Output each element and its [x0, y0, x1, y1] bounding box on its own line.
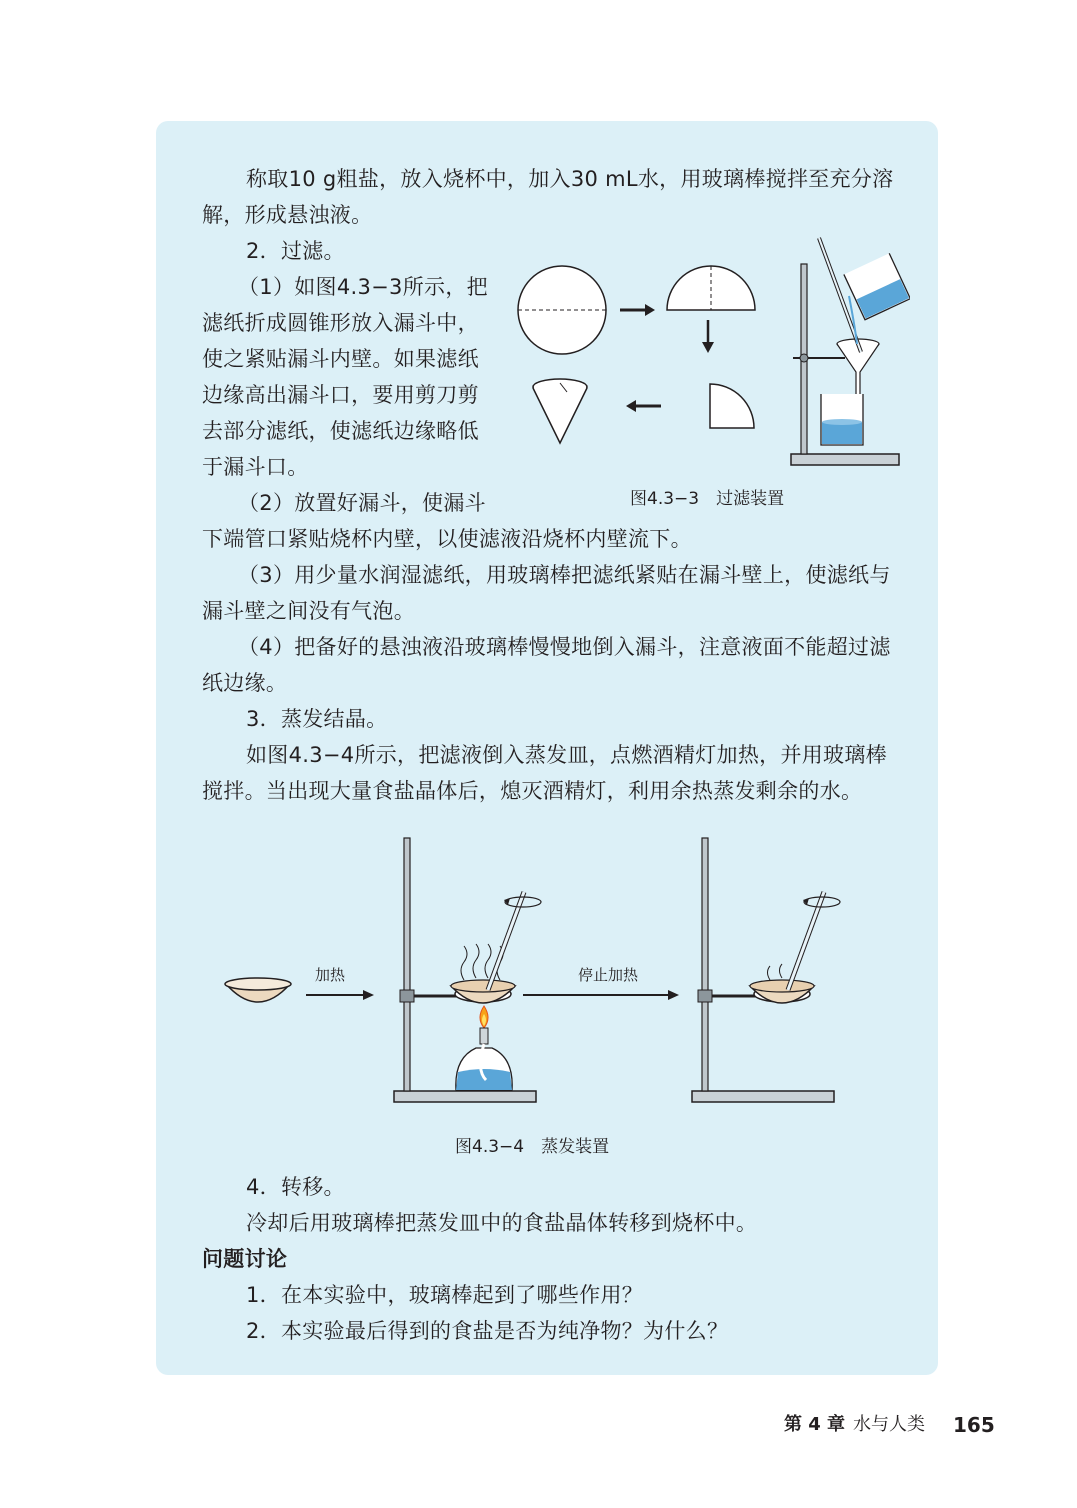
- step-3-heading: 3．蒸发结晶。: [246, 707, 388, 731]
- substep-3-line1: （3）用少量水润湿滤纸，用玻璃棒把滤纸紧贴在漏斗壁上，使滤纸与: [238, 563, 891, 587]
- figure-4-3-4-evaporation: [218, 830, 858, 1110]
- chapter-number: 第 4 章: [784, 1414, 846, 1435]
- para-transfer: 冷却后用玻璃棒把蒸发皿中的食盐晶体转移到烧杯中。: [246, 1211, 758, 1235]
- arrow-heat-icon: [306, 990, 374, 1000]
- filter-paper-quarter: [710, 384, 754, 428]
- substep-3-line2: 漏斗壁之间没有气泡。: [202, 599, 415, 623]
- figure-4-3-4-caption: 图4.3−4 蒸发装置: [455, 1137, 610, 1157]
- figure-4-3-3-caption: 图4.3−3 过滤装置: [630, 489, 785, 509]
- substep-1-line3: 使之紧贴漏斗内壁。如果滤纸: [202, 347, 479, 371]
- label-stop-heat: 停止加热: [578, 966, 639, 984]
- substep-1-line6: 于漏斗口。: [202, 455, 309, 479]
- figure-4-3-3-filtration: [505, 232, 910, 477]
- arrow-left-icon: [626, 400, 661, 412]
- discussion-title: 问题讨论: [202, 1247, 288, 1271]
- arrow-right-icon: [620, 304, 655, 316]
- substep-4-line1: （4）把备好的悬浊液沿玻璃棒慢慢地倒入漏斗，注意液面不能超过滤: [238, 635, 891, 659]
- substep-2-line2: 下端管口紧贴烧杯内壁，以使滤液沿烧杯内壁流下。: [202, 527, 692, 551]
- question-2: 2．本实验最后得到的食盐是否为纯净物？为什么？: [246, 1319, 729, 1343]
- question-1: 1．在本实验中，玻璃棒起到了哪些作用？: [246, 1283, 644, 1307]
- stand-with-burner: [394, 838, 541, 1102]
- substep-1-line4: 边缘高出漏斗口，要用剪刀剪: [202, 383, 479, 407]
- substep-1-line2: 滤纸折成圆锥形放入漏斗中，: [202, 311, 479, 335]
- para-dissolve-line2: 解，形成悬浊液。: [202, 203, 373, 227]
- stand-without-burner: [692, 838, 840, 1102]
- substep-2-line1: （2）放置好漏斗，使漏斗: [238, 491, 486, 515]
- chapter-title: 水与人类: [853, 1414, 925, 1435]
- substep-1-line5: 去部分滤纸，使滤纸边缘略低: [202, 419, 479, 443]
- substep-4-line2: 纸边缘。: [202, 671, 288, 695]
- evaporating-dish: [225, 978, 291, 1002]
- filter-paper-cone: [533, 379, 587, 443]
- para-dissolve-line1: 称取10 g粗盐，放入烧杯中，加入30 mL水，用玻璃棒搅拌至充分溶: [246, 167, 894, 191]
- substep-1-line1: （1）如图4.3−3所示，把: [238, 275, 488, 299]
- arrow-down-icon: [702, 320, 714, 353]
- label-heat: 加热: [315, 966, 346, 984]
- step-4-heading: 4．转移。: [246, 1175, 345, 1199]
- page-number: 165: [953, 1413, 995, 1437]
- step-2-heading: 2．过滤。: [246, 239, 345, 263]
- para-evaporate-line1: 如图4.3−4所示，把滤液倒入蒸发皿，点燃酒精灯加热，并用玻璃棒: [246, 743, 887, 767]
- arrow-stop-heat-icon: [523, 990, 679, 1000]
- para-evaporate-line2: 搅拌。当出现大量食盐晶体后，熄灭酒精灯，利用余热蒸发剩余的水。: [202, 779, 863, 803]
- filtration-apparatus: [791, 238, 910, 465]
